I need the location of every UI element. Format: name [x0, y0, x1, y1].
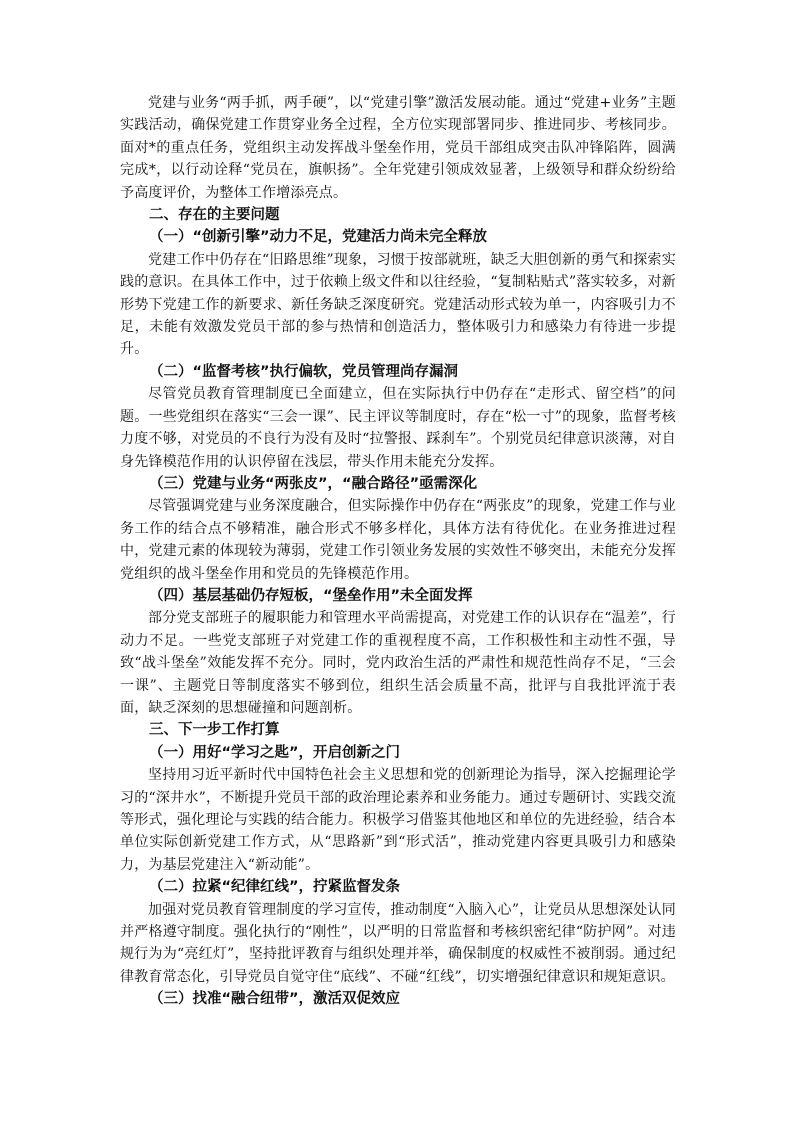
paragraph-supervision-assessment: 尽管党员教育管理制度已全面建立，但在实际执行中仍存在“走形式、留空档”的问题。一些党组织在落实“三会一课”、民主评议等制度时，存在“松一寸”的现象，监督考核力度不够，对党员的不良行为没有及时“拉警报、踩刹车”。个别党员纪律意识淡薄，对自身先锋模范作用的认识停留在浅层，带头作用未能充分发挥。: [120, 386, 676, 470]
subheading-innovation-engine: （一）“创新引擎”动力不足，党建活力尚未完全释放: [149, 229, 488, 246]
subheading-learning-key: （一）用好“学习之匙”，开启创新之门: [149, 744, 401, 761]
subheading-discipline-redline: （二）拉紧“纪律红线”，拧紧监督发条: [149, 879, 401, 896]
section-heading-main-problems: 二、存在的主要问题: [149, 207, 280, 224]
subheading-integration-link: （三）找准“融合纽带”，激活双促效应: [149, 991, 401, 1008]
paragraph-discipline-redline: 加强对党员教育管理制度的学习宣传，推动制度“入脑入心”，让党员从思想深处认同并严格遵守制度。强化执行的“刚性”，以严明的日常监督和考核织密纪律“防护网”。对违规行为为“亮红灯”，坚持批评教育与组织处理并举，确保制度的权威性不被削弱。通过纪律教育常态化，引导党员自觉守住“底线”、不碰“红线”，切实增强纪律意识和规矩意识。: [120, 901, 676, 985]
paragraph-learning-key: 坚持用习近平新时代中国特色社会主义思想和党的创新理论为指导，深入挖掘理论学习的“深井水”，不断提升党员干部的政治理论素养和业务能力。通过专题研讨、实践交流等形式，强化理论与实践的结合能力。积极学习借鉴其他地区和单位的先进经验，结合本单位实际创新党建工作方式，从“思路新”到“形式活”，推动党建内容更具吸引力和感染力，为基层党建注入“新动能”。: [120, 767, 676, 873]
subheading-integration-path: （三）党建与业务“两张皮”，“融合路径”亟需深化: [149, 475, 478, 492]
paragraph-party-business-intro: 党建与业务“两手抓，两手硬”，以“党建引擎”激活发展动能。通过“党建+业务”主题实践活动，确保党建工作贯穿业务全过程，全方位实现部署同步、推进同步、考核同步。面对*的重点任务，党组织主动发挥战斗堡垒作用，党员干部组成突击队冲锋陷阵，圆满完成*，以行动诠释“党员在，旗帜扬”。全年党建引领成效显著，上级领导和群众纷纷给予高度评价，为整体工作增添亮点。: [120, 95, 676, 201]
document-body: [120, 92, 676, 1011]
paragraph-innovation-engine: 党建工作中仍存在“旧路思维”现象，习惯于按部就班，缺乏大胆创新的勇气和探索实践的意识。在具体工作中，过于依赖上级文件和以往经验，“复制粘贴式”落实较多，对新形势下党建工作的新要求、新任务缺乏深度研究。党建活动形式较为单一，内容吸引力不足，未能有效激发党员干部的参与热情和创造活力，整体吸引力和感染力有待进一步提升。: [120, 251, 676, 358]
paragraph-integration-path: 尽管强调党建与业务深度融合，但实际操作中仍存在“两张皮”的现象，党建工作与业务工作的结合点不够精准，融合形式不够多样化，具体方法有待优化。在业务推进过程中，党建元素的体现较为薄弱，党建工作引领业务发展的实效性不够突出，未能充分发挥党组织的战斗堡垒作用和党员的先锋模范作用。: [120, 498, 676, 582]
section-heading-next-steps: 三、下一步工作打算: [149, 722, 280, 739]
subheading-grassroots-foundation: （四）基层基础仍存短板，“堡垒作用”未全面发挥: [149, 587, 473, 604]
paragraph-grassroots-foundation: 部分党支部班子的履职能力和管理水平尚需提高，对党建工作的认识存在“温差”，行动力不足。一些党支部班子对党建工作的重视程度不高，工作积极性和主动性不强，导致“战斗堡垒”效能发挥不充分。同时，党内政治生活的严肃性和规范性尚存不足，“三会一课”、主题党日等制度落实不够到位，组织生活会质量不高，批评与自我批评流于表面，缺乏深刻的思想碰撞和问题剖析。: [120, 610, 676, 716]
subheading-supervision-assessment: （二）“监督考核”执行偏软，党员管理尚存漏洞: [149, 363, 459, 380]
